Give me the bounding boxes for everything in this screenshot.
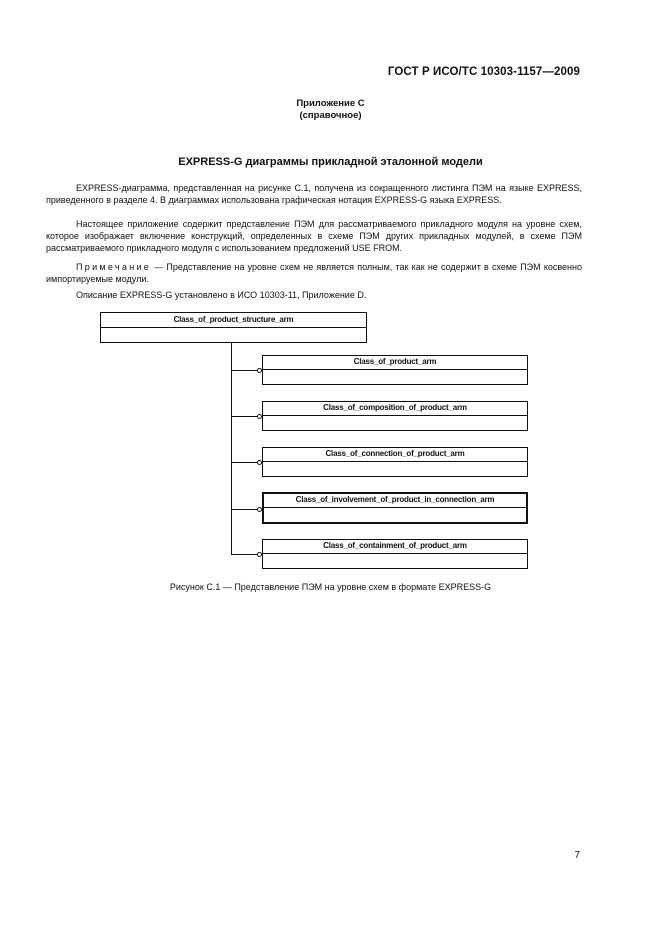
branch-line-2 xyxy=(231,416,259,417)
branch-circle-3 xyxy=(257,460,262,465)
child-entity-box-1 xyxy=(262,355,528,385)
appendix-title: Приложение С xyxy=(296,98,365,109)
figure-caption: Рисунок С.1 — Представление ПЭМ на уровне схем в формате EXPRESS-G xyxy=(169,582,492,592)
note-label: Примечание xyxy=(76,262,152,272)
child-entity-box-5 xyxy=(262,539,528,569)
root-entity-box xyxy=(100,312,367,343)
child-entity-label-1: Class_of_product_arm xyxy=(263,356,527,370)
appendix-subtitle: (справочное) xyxy=(299,110,362,121)
child-entity-box-2 xyxy=(262,401,528,431)
paragraph-2: Настоящее приложение содержит представление ПЭМ для рассматриваемого прикладного модуля на уровне схем, которое изображает включение конструкций, определенных в схеме ПЭМ других прикладных модулей, в схеме ПЭМ рассматриваемого прикладного модуля с использованием предложений USE FROM. xyxy=(46,219,582,254)
branch-line-3 xyxy=(231,462,259,463)
branch-circle-2 xyxy=(257,414,262,419)
paragraph-4: Описание EXPRESS-G установлено в ИСО 10303-11, Приложение D. xyxy=(76,290,367,300)
child-entity-box-4 xyxy=(262,492,528,524)
branch-circle-1 xyxy=(257,368,262,373)
child-entity-label-3: Class_of_connection_of_product_arm xyxy=(263,448,527,462)
child-entity-box-3 xyxy=(262,447,528,477)
branch-circle-5 xyxy=(257,552,262,557)
branch-line-5 xyxy=(231,554,259,555)
child-entity-label-4: Class_of_involvement_of_product_in_connection_arm xyxy=(264,494,526,508)
branch-circle-4 xyxy=(257,507,262,512)
section-title: EXPRESS-G диаграммы прикладной эталонной модели xyxy=(178,156,483,168)
tree-trunk-line xyxy=(231,343,232,555)
child-entity-label-5: Class_of_containment_of_product_arm xyxy=(263,540,527,554)
note-text: — Представление на уровне схем не является полным, так как не содержит в схеме ПЭМ косвенно импортируемые модули. xyxy=(46,262,582,285)
note-paragraph xyxy=(46,261,582,285)
child-entity-label-2: Class_of_composition_of_product_arm xyxy=(263,402,527,416)
root-entity-label: Class_of_product_structure_arm xyxy=(101,313,366,328)
appendix-heading xyxy=(0,98,661,122)
document-id: ГОСТ Р ИСО/ТС 10303-1157—2009 xyxy=(387,66,580,78)
branch-line-1 xyxy=(231,370,259,371)
page-number: 7 xyxy=(574,850,580,861)
paragraph-1: EXPRESS-диаграмма, представленная на рисунке С.1, получена из сокращенного листинга ПЭМ на языке EXPRESS, приведенного в разделе 4. В диаграммах использована графическая нотация EXPRESS-G языка EXPRESS. xyxy=(46,183,582,206)
branch-line-4 xyxy=(231,509,259,510)
